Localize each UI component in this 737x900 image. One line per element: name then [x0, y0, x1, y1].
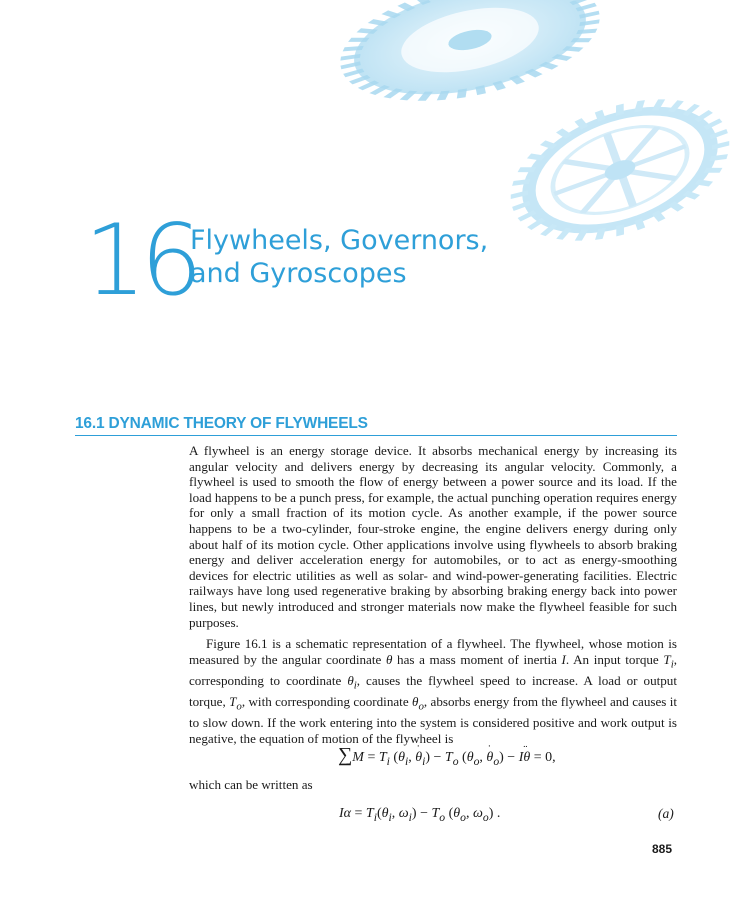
paragraph-2	[189, 636, 677, 746]
paragraph-1	[189, 443, 677, 630]
between-equations-text: which can be written as	[189, 777, 313, 792]
equation-of-motion: $\sum M = T_i$ ($\theta_i$, ˙ $\theta_i) - T_o$ ($\theta_o$, ˙ $\theta_o$) − I¨ θ = 0,	[338, 744, 556, 768]
paragraph-2-text: Figure 16.1 is a schematic representation of a flywheel. The flywheel, whose motion is measured by the angular coordinate θ has a mass moment of inertia I. An input torque $T_i$, corresponding to coordinate $\theta_i$, causes the flywheel speed to increase. A load or output torque, $T_o$, with corresponding coordinate $\theta_o$, absorbs energy from the flywheel and causes it to slow down. If the work entering into the system is considered positive and work output is negative, the equation of motion of the flywheel is	[189, 636, 678, 746]
gears-decoration	[330, 0, 737, 260]
equation-a: $I\alpha = T_i(\theta_i$, $\omega_i) - T_o$ ($\theta_o$, $\omega_o$) .	[339, 806, 501, 824]
chapter-title	[190, 224, 550, 290]
chapter-title-line-1: Flywheels, Governors,	[190, 225, 489, 256]
section-heading: 16.1 DYNAMIC THEORY OF FLYWHEELS	[75, 414, 677, 436]
chapter-title-line-2: and Gyroscopes	[190, 258, 407, 289]
chapter-number: 16	[84, 204, 197, 318]
equation-label: (a)	[658, 806, 674, 821]
paragraph-1-text: A flywheel is an energy storage device. It absorbs mechanical energy by increasing its angular velocity and delivers energy by decreasing its angular velocity. Commonly, a flywheel is used to smooth the flow of energy between a power source and its load. If the load happens to be a punch press, for example, the actual punching operation requires energy for only a small fraction of its motion cycle. As another example, if the power source happens to be a two-cylinder, four-stroke engine, the engine delivers energy during only about half of its motion cycle. Other applications involve using flywheels to absorb braking energy and deliver acceleration energy for automobiles, or to act as energy-smoothing devices for electric utilities as well as solar- and wind-power-generating facilities. Electric railways have long used regenerative braking by absorbing braking energy back into power lines, but newly introduced and stronger materials now make the flywheel feasible for such purposes.	[189, 443, 677, 630]
page-number: 885	[652, 842, 673, 856]
large-gear-icon	[330, 0, 611, 122]
